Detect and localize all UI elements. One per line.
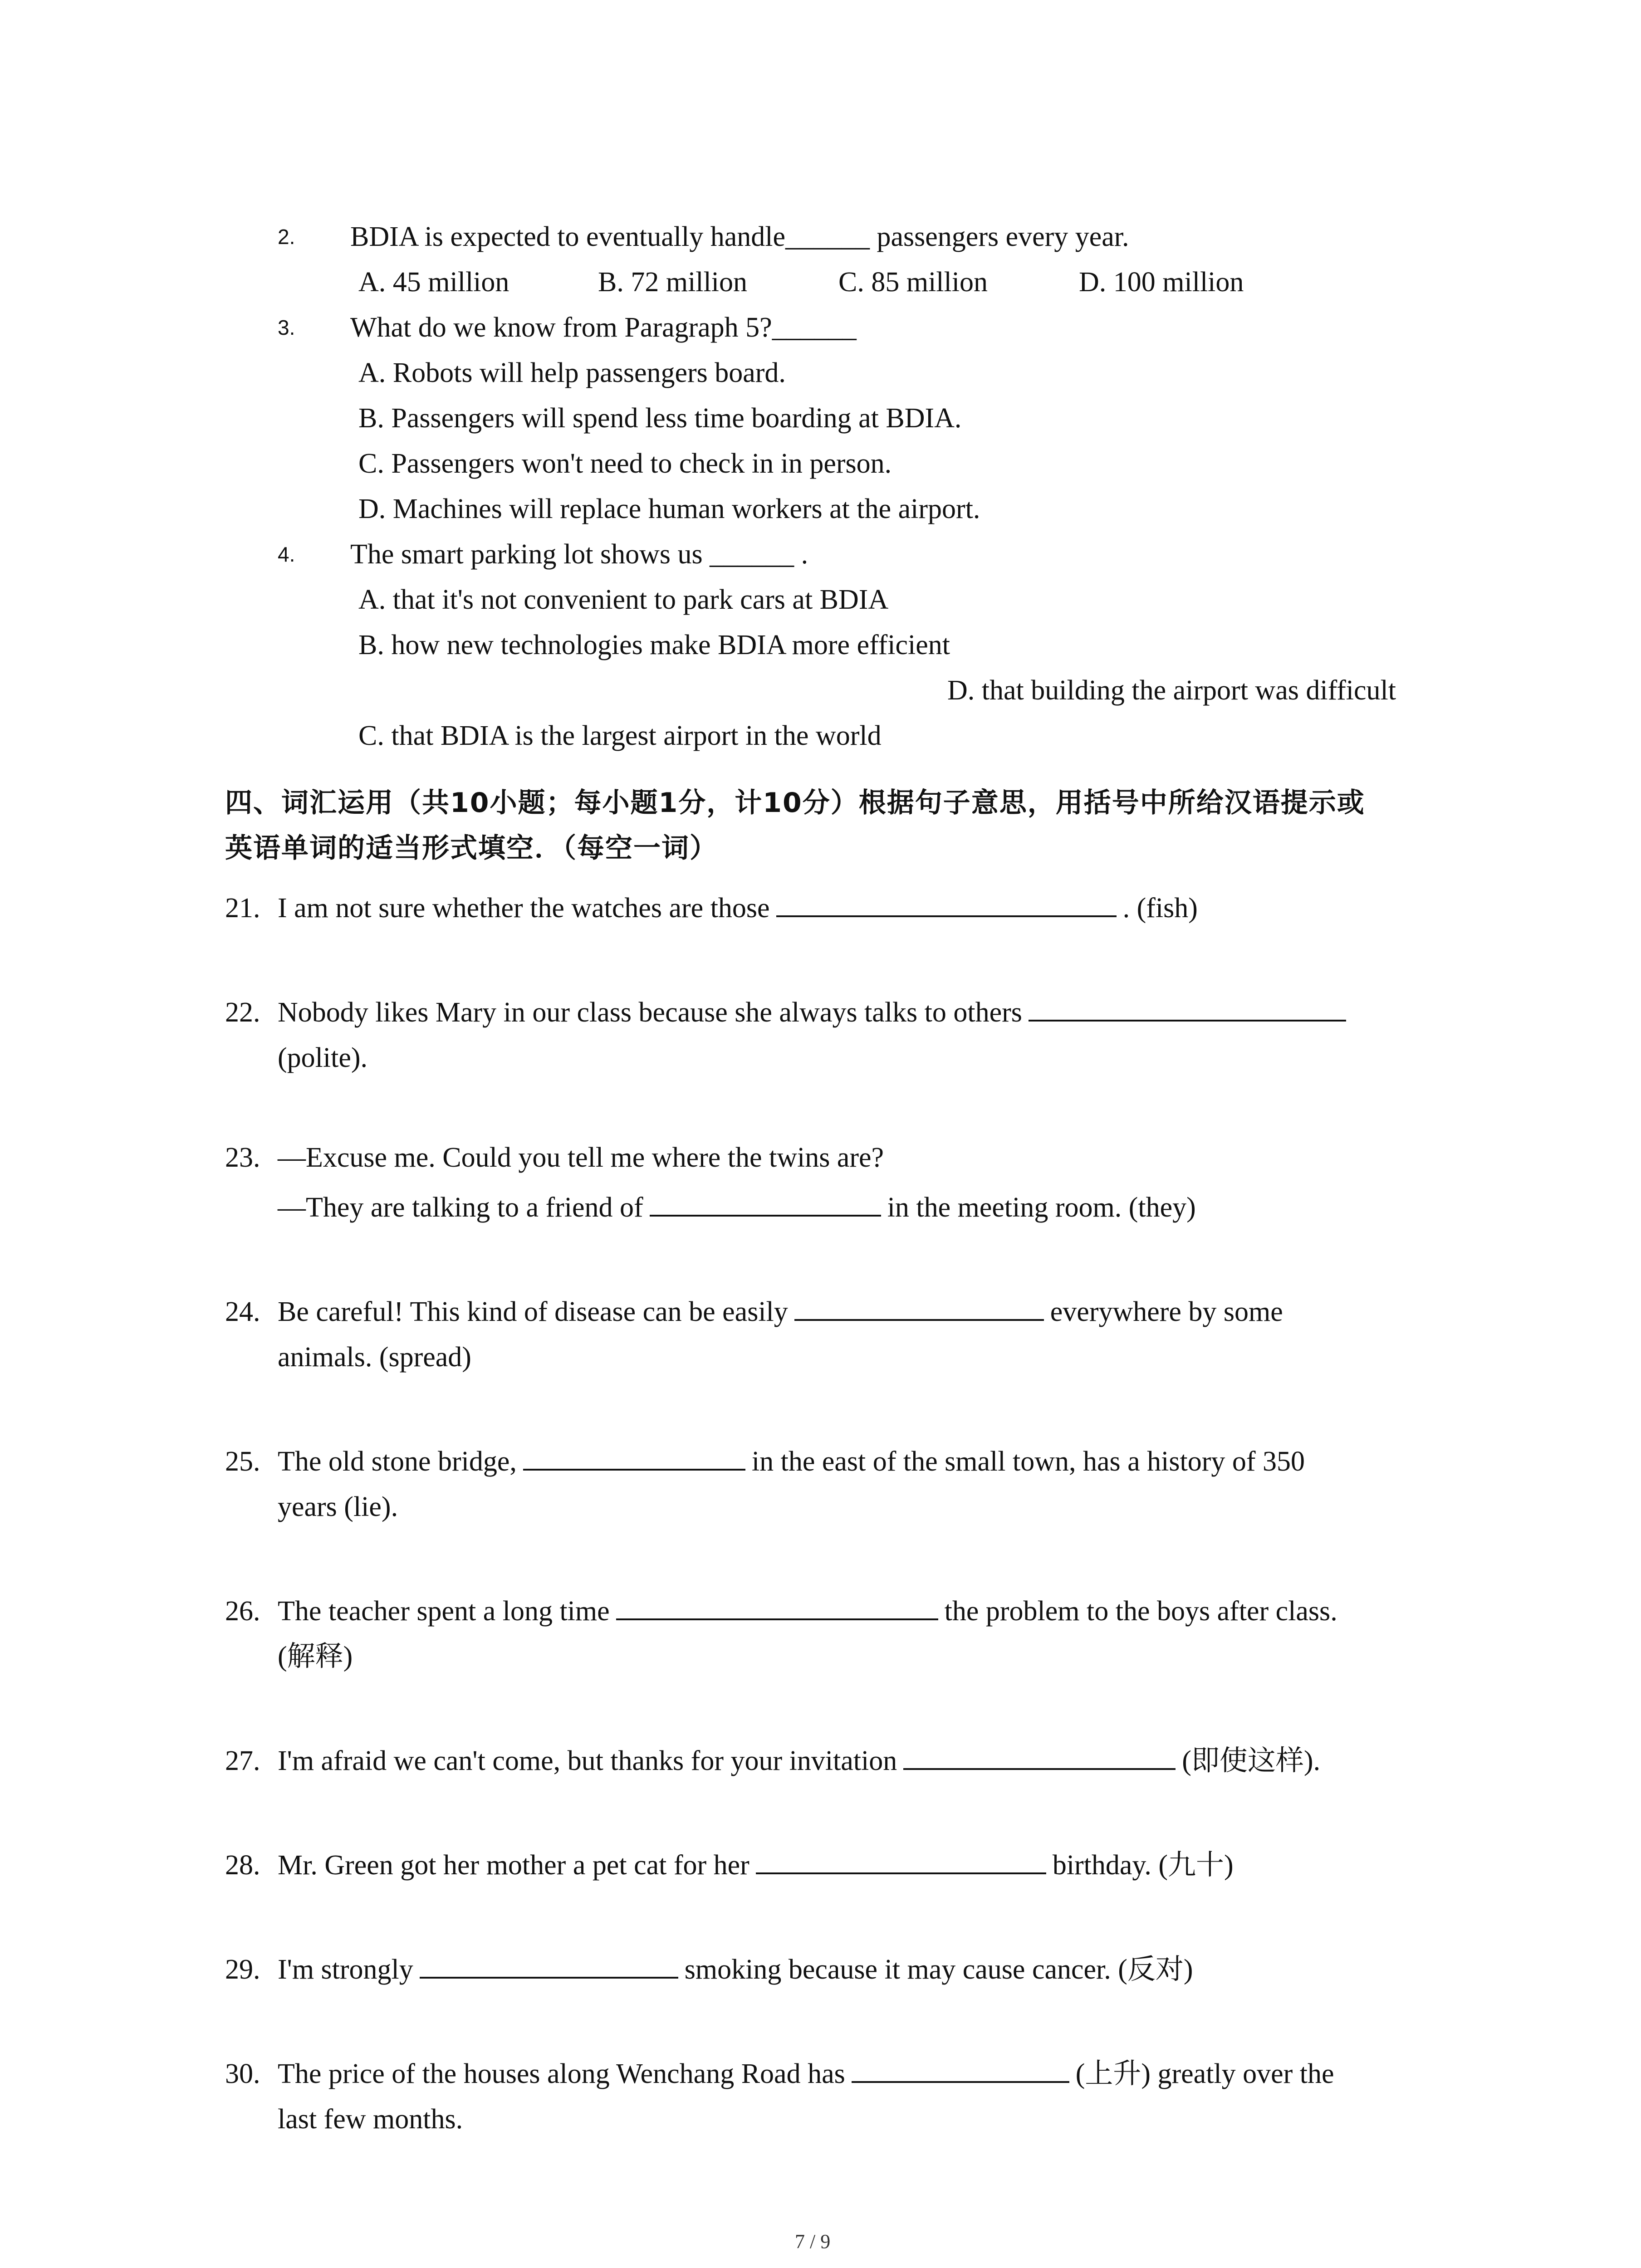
vocab-item: [278, 994, 1352, 1031]
question-number: 4.: [278, 543, 295, 566]
vocab-text: Be careful! This kind of disease can be easily: [278, 1296, 788, 1327]
vocab-dialogue-line: —Excuse me. Could you tell me where the twins are?: [278, 1142, 884, 1173]
vocab-item: [278, 1189, 1196, 1226]
question-number: 2.: [278, 225, 295, 249]
answer-blank[interactable]: [903, 1743, 1176, 1770]
answer-blank[interactable]: [420, 1951, 678, 1979]
option-b: B. Passengers will spend less time boarding at BDIA.: [358, 403, 962, 434]
vocab-hint: birthday. (九十): [1052, 1850, 1234, 1881]
option-c: C. Passengers won't need to check in in person.: [358, 448, 892, 479]
vocab-text: I am not sure whether the watches are those: [278, 893, 770, 924]
option-b: B. 72 million: [598, 267, 747, 298]
vocab-continuation: last few months.: [278, 2104, 463, 2135]
vocab-number: 23.: [225, 1142, 260, 1173]
page-number: 7 / 9: [795, 2230, 831, 2253]
vocab-hint: the problem to the boys after class.: [944, 1596, 1337, 1627]
question-stem: The smart parking lot shows us ______ .: [350, 539, 808, 570]
vocab-continuation: animals. (spread): [278, 1342, 471, 1373]
vocab-text: The price of the houses along Wenchang Road has: [278, 2058, 845, 2089]
answer-blank[interactable]: [523, 1443, 745, 1471]
vocab-item: [278, 1443, 1305, 1480]
vocab-number: 25.: [225, 1446, 260, 1477]
question-stem: BDIA is expected to eventually handle______ passengers every year.: [350, 221, 1129, 252]
vocab-text: I'm afraid we can't come, but thanks for your invitation: [278, 1745, 897, 1776]
vocab-number: 26.: [225, 1596, 260, 1627]
question-number: 3.: [278, 316, 295, 339]
option-d: D. Machines will replace human workers at the airport.: [358, 494, 980, 524]
vocab-number: 21.: [225, 893, 260, 924]
answer-blank[interactable]: [776, 890, 1117, 917]
answer-blank[interactable]: [794, 1294, 1044, 1321]
vocab-hint: everywhere by some: [1050, 1296, 1283, 1327]
vocab-number: 29.: [225, 1954, 260, 1985]
answer-blank[interactable]: [852, 2056, 1069, 2083]
vocab-number: 30.: [225, 2058, 260, 2089]
vocab-number: 28.: [225, 1850, 260, 1881]
vocab-item: [278, 1951, 1193, 1988]
section-heading: 英语单词的适当形式填空．（每空一词）: [225, 832, 718, 864]
vocab-text: The teacher spent a long time: [278, 1596, 610, 1627]
option-b: B. how new technologies make BDIA more efficient: [358, 630, 950, 660]
vocab-text: The old stone bridge,: [278, 1446, 517, 1477]
option-d: D. 100 million: [1079, 267, 1244, 298]
vocab-continuation: (polite).: [278, 1042, 367, 1073]
vocab-hint: smoking because it may cause cancer. (反对): [684, 1954, 1193, 1985]
option-a: A. that it's not convenient to park cars at BDIA: [358, 584, 889, 615]
vocab-hint: in the east of the small town, has a history of 350: [751, 1446, 1305, 1477]
vocab-item: [278, 1294, 1283, 1330]
option-d: D. that building the airport was difficult: [947, 675, 1396, 706]
section-heading: 四、词汇运用（共10小题；每小题1分，计10分）根据句子意思，用括号中所给汉语提示或: [225, 787, 1365, 819]
option-a: A. 45 million: [358, 267, 509, 298]
vocab-item: [278, 1743, 1320, 1779]
vocab-item: [278, 890, 1198, 926]
vocab-continuation: (解释): [278, 1641, 353, 1672]
vocab-item: [278, 2056, 1334, 2092]
option-c: C. 85 million: [838, 267, 988, 298]
vocab-text: —They are talking to a friend of: [278, 1192, 643, 1223]
answer-blank[interactable]: [650, 1189, 881, 1217]
vocab-hint: in the meeting room. (they): [887, 1192, 1196, 1223]
vocab-hint: . (fish): [1122, 893, 1198, 924]
vocab-hint: (上升) greatly over the: [1075, 2058, 1334, 2089]
vocab-text: I'm strongly: [278, 1954, 413, 1985]
answer-blank[interactable]: [756, 1847, 1046, 1874]
option-c: C. that BDIA is the largest airport in the world: [358, 720, 882, 751]
vocab-item: [278, 1847, 1234, 1883]
vocab-hint: (即使这样).: [1182, 1745, 1321, 1776]
answer-blank[interactable]: [1029, 994, 1346, 1022]
vocab-number: 24.: [225, 1296, 260, 1327]
vocab-text: Mr. Green got her mother a pet cat for her: [278, 1850, 749, 1881]
vocab-item: [278, 1593, 1337, 1629]
answer-blank[interactable]: [616, 1593, 938, 1620]
question-stem: What do we know from Paragraph 5?______: [350, 312, 857, 343]
vocab-number: 27.: [225, 1745, 260, 1776]
vocab-text: Nobody likes Mary in our class because she always talks to others: [278, 997, 1022, 1028]
vocab-number: 22.: [225, 997, 260, 1028]
vocab-continuation: years (lie).: [278, 1491, 398, 1522]
option-a: A. Robots will help passengers board.: [358, 357, 786, 388]
